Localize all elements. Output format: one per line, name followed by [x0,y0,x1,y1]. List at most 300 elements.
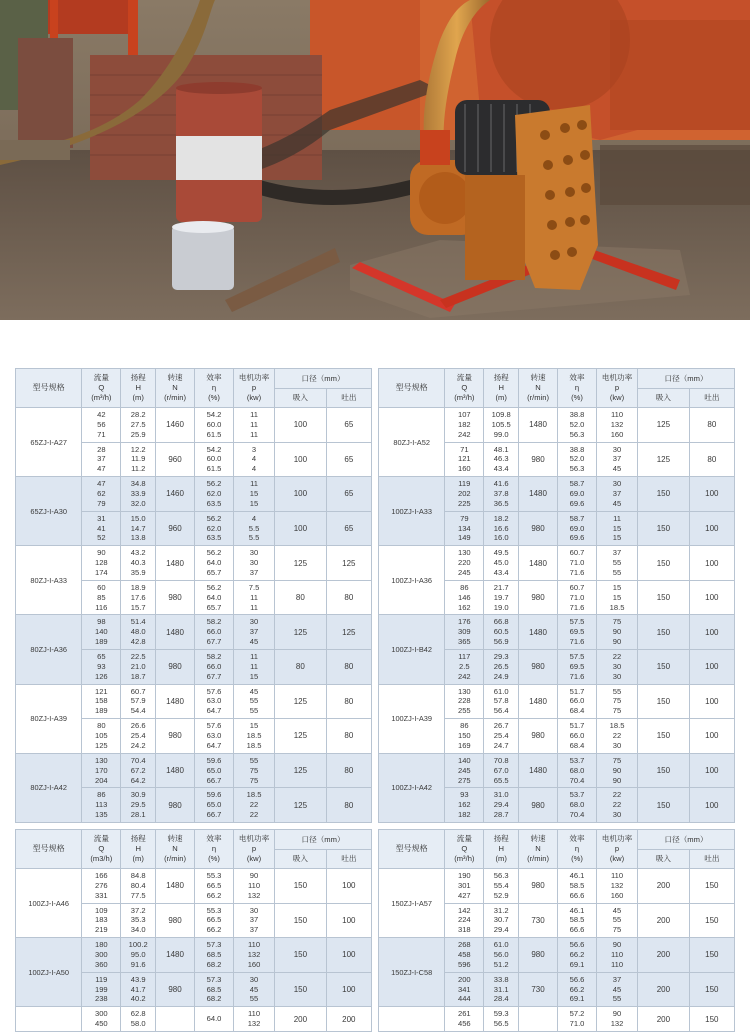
outlet-cell: 100 [689,615,734,650]
head-cell: 29.3 26.5 24.9 [484,650,519,685]
eff-cell: 58.7 69.0 69.6 [558,511,597,546]
inlet-cell: 125 [638,408,690,443]
speed-cell: 1480 [519,615,558,650]
col-inlet-header: 吸入 [275,389,327,408]
outlet-cell: 80 [326,719,371,754]
head-cell: 31.2 30.7 29.4 [484,903,519,938]
group-cropped [379,1007,735,1032]
eff-cell: 51.7 66.0 68.4 [558,719,597,754]
inlet-cell: 150 [638,477,690,512]
power-cell: 4 5.5 5.5 [234,511,275,546]
inlet-cell: 80 [275,580,327,615]
table-row [379,753,735,788]
eff-cell: 55.3 66.5 66.2 [195,869,234,904]
model-cell [379,1007,445,1032]
group-100ZJ-I-A46 [16,869,372,938]
spec-table-1 [15,368,372,823]
col-eff-header: 效率 η (%) [558,830,597,869]
outlet-cell: 80 [689,408,734,443]
speed-cell: 980 [156,903,195,938]
inlet-cell: 80 [275,650,327,685]
speed-cell: 980 [156,650,195,685]
speed-cell: 1480 [519,408,558,443]
speed-cell [519,1007,558,1032]
flow-cell: 261 456 [445,1007,484,1032]
eff-cell: 56.2 62.0 63.5 [195,511,234,546]
group-80ZJ-I-A36 [16,615,372,684]
head-cell: 26.6 25.4 24.2 [121,719,156,754]
head-cell: 34.8 33.9 32.0 [121,477,156,512]
spec-table-3 [15,829,372,1032]
head-cell: 12.2 11.9 11.2 [121,442,156,477]
eff-cell: 57.3 68.5 68.2 [195,938,234,973]
model-cell: 80ZJ-I-A52 [379,408,445,477]
inlet-cell: 125 [275,719,327,754]
model-cell: 100ZJ-I-A39 [379,684,445,753]
group-80ZJ-I-A33 [16,546,372,615]
head-cell: 56.3 55.4 52.9 [484,869,519,904]
head-cell: 31.0 29.4 28.7 [484,788,519,823]
eff-cell: 58.7 69.0 69.6 [558,477,597,512]
flow-cell: 119 202 225 [445,477,484,512]
head-cell: 49.5 45.0 43.4 [484,546,519,581]
outlet-cell: 100 [326,869,371,904]
model-cell: 100ZJ-I-A33 [379,477,445,546]
flow-cell: 190 301 427 [445,869,484,904]
model-cell: 100ZJ-I-A42 [379,753,445,822]
outlet-cell: 80 [326,580,371,615]
eff-cell: 56.2 64.0 65.7 [195,546,234,581]
eff-cell: 60.7 71.0 71.6 [558,546,597,581]
eff-cell: 54.2 60.0 61.5 [195,442,234,477]
power-cell: 30 30 37 [234,546,275,581]
power-cell: 15 18.5 18.5 [234,719,275,754]
head-cell: 41.6 37.8 36.5 [484,477,519,512]
spec-table-2 [378,368,735,823]
power-cell: 30 45 55 [234,972,275,1007]
table-row [16,546,372,581]
inlet-cell: 125 [275,684,327,719]
col-bore-header: 口径（mm） [638,830,735,850]
outlet-cell: 100 [689,650,734,685]
outlet-cell: 100 [689,580,734,615]
flow-cell: 86 146 162 [445,580,484,615]
inlet-cell: 200 [638,972,690,1007]
pump-photo [0,0,750,320]
flow-cell: 90 128 174 [82,546,121,581]
model-cell: 150ZJ-I-A57 [379,869,445,938]
head-cell: 109.8 105.5 99.0 [484,408,519,443]
speed-cell: 980 [156,972,195,1007]
head-cell: 48.1 46.3 43.4 [484,442,519,477]
eff-cell: 57.5 69.5 71.6 [558,615,597,650]
outlet-cell: 100 [326,938,371,973]
col-power-header: 电机功率 p (kw) [234,830,275,869]
outlet-cell: 80 [326,650,371,685]
outlet-cell: 65 [326,477,371,512]
inlet-cell: 150 [638,511,690,546]
speed-cell: 730 [519,972,558,1007]
power-cell: 3 4 4 [234,442,275,477]
table-row [16,684,372,719]
speed-cell [156,1007,195,1032]
table-row [379,684,735,719]
inlet-cell: 150 [638,753,690,788]
head-cell: 43.9 41.7 40.2 [121,972,156,1007]
outlet-cell: 100 [326,972,371,1007]
power-cell: 18.5 22 22 [234,788,275,823]
speed-cell: 980 [156,788,195,823]
speed-cell: 980 [519,719,558,754]
inlet-cell: 125 [275,615,327,650]
flow-cell: 109 183 219 [82,903,121,938]
eff-cell: 56.6 66.2 69.1 [558,938,597,973]
power-cell: 110 132 160 [234,938,275,973]
inlet-cell: 150 [275,903,327,938]
power-cell: 11 15 15 [597,511,638,546]
speed-cell: 1480 [156,753,195,788]
head-cell: 33.8 31.1 28.4 [484,972,519,1007]
col-outlet-header: 吐出 [689,389,734,408]
outlet-cell: 125 [326,546,371,581]
flow-cell: 79 134 149 [445,511,484,546]
speed-cell: 960 [156,511,195,546]
model-cell: 100ZJ-I-A36 [379,546,445,615]
inlet-cell: 125 [275,753,327,788]
flow-cell: 93 162 182 [445,788,484,823]
col-head-header: 扬程 H (m) [484,830,519,869]
inlet-cell: 150 [275,869,327,904]
speed-cell: 980 [156,580,195,615]
group-100ZJ-I-B42 [379,615,735,684]
inlet-cell: 150 [638,684,690,719]
outlet-cell: 100 [689,788,734,823]
speed-cell: 980 [519,869,558,904]
head-cell: 62.8 58.0 [121,1007,156,1032]
flow-cell: 86 150 169 [445,719,484,754]
speed-cell: 1480 [156,546,195,581]
inlet-cell: 100 [275,511,327,546]
flow-cell: 119 199 238 [82,972,121,1007]
outlet-cell: 150 [689,903,734,938]
col-power-header: 电机功率 p (kw) [597,830,638,869]
power-cell: 30 37 45 [597,442,638,477]
col-head-header: 扬程 H (m) [121,830,156,869]
power-cell: 18.5 22 30 [597,719,638,754]
power-cell: 90 110 132 [234,869,275,904]
model-cell: 150ZJ-I-C58 [379,938,445,1007]
outlet-cell: 100 [689,753,734,788]
power-cell: 11 15 15 [234,477,275,512]
table-row [16,1007,372,1032]
outlet-cell: 150 [689,1007,734,1032]
outlet-cell: 100 [689,546,734,581]
col-outlet-header: 吐出 [326,389,371,408]
eff-cell: 58.2 66.0 67.7 [195,615,234,650]
flow-cell: 107 182 242 [445,408,484,443]
head-cell: 66.8 60.5 56.9 [484,615,519,650]
eff-cell: 59.6 65.0 66.7 [195,788,234,823]
col-bore-header: 口径（mm） [275,830,372,850]
flow-cell: 31 41 52 [82,511,121,546]
speed-cell: 1480 [519,546,558,581]
power-cell: 75 90 90 [597,615,638,650]
flow-cell: 300 450 [82,1007,121,1032]
flow-cell: 166 276 331 [82,869,121,904]
eff-cell: 56.2 64.0 65.7 [195,580,234,615]
head-cell: 59.3 56.5 [484,1007,519,1032]
outlet-cell: 100 [326,903,371,938]
flow-cell: 47 62 79 [82,477,121,512]
flow-cell: 130 170 204 [82,753,121,788]
head-cell: 22.5 21.0 18.7 [121,650,156,685]
model-cell: 65ZJ-I-A30 [16,477,82,546]
head-cell: 61.0 56.0 51.2 [484,938,519,973]
col-flow-header: 流量 Q (m³/h) [445,830,484,869]
power-cell: 55 75 75 [234,753,275,788]
eff-cell: 58.2 66.0 67.7 [195,650,234,685]
speed-cell: 1480 [519,753,558,788]
eff-cell: 51.7 66.0 68.4 [558,684,597,719]
head-cell: 21.7 19.7 19.0 [484,580,519,615]
head-cell: 61.0 57.8 56.4 [484,684,519,719]
speed-cell: 1480 [156,684,195,719]
flow-cell: 200 341 444 [445,972,484,1007]
table-row [16,938,372,973]
col-eff-header: 效率 η (%) [195,369,234,408]
flow-cell: 140 245 275 [445,753,484,788]
inlet-cell: 200 [638,869,690,904]
power-cell: 37 55 55 [597,546,638,581]
eff-cell: 46.1 58.5 66.6 [558,869,597,904]
speed-cell: 980 [156,719,195,754]
group-100ZJ-I-A36 [379,546,735,615]
group-100ZJ-I-A39 [379,684,735,753]
power-cell: 30 37 37 [234,903,275,938]
inlet-cell: 100 [275,442,327,477]
flow-cell: 268 458 596 [445,938,484,973]
group-cropped [16,1007,372,1032]
inlet-cell: 200 [275,1007,327,1032]
power-cell: 110 132 [234,1007,275,1032]
eff-cell: 57.3 68.5 68.2 [195,972,234,1007]
group-80ZJ-I-A39 [16,684,372,753]
speed-cell: 980 [519,650,558,685]
eff-cell: 55.3 66.5 66.2 [195,903,234,938]
outlet-cell: 150 [689,972,734,1007]
power-cell: 37 45 55 [597,972,638,1007]
speed-cell: 980 [519,580,558,615]
power-cell: 22 30 30 [597,650,638,685]
outlet-cell: 150 [689,869,734,904]
power-cell: 11 11 15 [234,650,275,685]
flow-cell: 42 56 71 [82,408,121,443]
eff-cell: 59.6 65.0 66.7 [195,753,234,788]
head-cell: 43.2 40.3 35.9 [121,546,156,581]
outlet-cell: 100 [689,477,734,512]
speed-cell: 1480 [156,869,195,904]
eff-cell: 38.8 52.0 56.3 [558,408,597,443]
inlet-cell: 150 [638,580,690,615]
eff-cell: 57.5 69.5 71.6 [558,650,597,685]
inlet-cell: 100 [275,477,327,512]
inlet-cell: 125 [275,788,327,823]
model-cell: 80ZJ-I-A33 [16,546,82,615]
flow-cell: 180 300 360 [82,938,121,973]
col-eff-header: 效率 η (%) [558,369,597,408]
col-head-header: 扬程 H (m) [484,369,519,408]
col-model-header: 型号规格 [16,369,82,408]
head-cell: 60.7 57.9 54.4 [121,684,156,719]
outlet-cell: 80 [326,684,371,719]
outlet-cell: 100 [689,511,734,546]
head-cell: 15.0 14.7 13.8 [121,511,156,546]
table-row [379,615,735,650]
eff-cell: 56.6 66.2 69.1 [558,972,597,1007]
outlet-cell: 150 [689,938,734,973]
col-model-header: 型号规格 [379,369,445,408]
flow-cell: 176 309 365 [445,615,484,650]
col-model-header: 型号规格 [379,830,445,869]
col-model-header: 型号规格 [16,830,82,869]
table-row [379,477,735,512]
flow-cell: 28 37 47 [82,442,121,477]
eff-cell: 53.7 68.0 70.4 [558,753,597,788]
power-cell: 45 55 75 [597,903,638,938]
outlet-cell: 200 [326,1007,371,1032]
group-80ZJ-I-A52 [379,408,735,477]
power-cell: 15 15 18.5 [597,580,638,615]
power-cell: 30 37 45 [597,477,638,512]
speed-cell: 1460 [156,408,195,443]
flow-cell: 80 105 125 [82,719,121,754]
head-cell: 18.2 16.6 16.0 [484,511,519,546]
col-outlet-header: 吐出 [689,850,734,869]
col-outlet-header: 吐出 [326,850,371,869]
flow-cell: 130 228 255 [445,684,484,719]
model-cell: 80ZJ-I-A42 [16,753,82,822]
group-100ZJ-I-A50 [16,938,372,1007]
eff-cell: 56.2 62.0 63.5 [195,477,234,512]
outlet-cell: 80 [326,788,371,823]
power-cell: 22 22 30 [597,788,638,823]
col-inlet-header: 吸入 [638,389,690,408]
table-row [16,408,372,443]
power-cell: 110 132 160 [597,408,638,443]
inlet-cell: 125 [638,442,690,477]
flow-cell: 142 224 318 [445,903,484,938]
table-row [379,546,735,581]
head-cell: 30.9 29.5 28.1 [121,788,156,823]
col-eff-header: 效率 η (%) [195,830,234,869]
eff-cell: 64.0 [195,1007,234,1032]
head-cell: 28.2 27.5 25.9 [121,408,156,443]
power-cell: 110 132 160 [597,869,638,904]
table-row [16,869,372,904]
power-cell: 11 11 11 [234,408,275,443]
head-cell: 51.4 48.0 42.8 [121,615,156,650]
eff-cell: 57.2 71.0 [558,1007,597,1032]
col-bore-header: 口径（mm） [638,369,735,389]
outlet-cell: 80 [689,442,734,477]
eff-cell: 46.1 58.5 66.6 [558,903,597,938]
inlet-cell: 125 [275,546,327,581]
group-150ZJ-I-A57 [379,869,735,938]
inlet-cell: 100 [275,408,327,443]
table-row [379,938,735,973]
speed-cell: 1480 [519,684,558,719]
power-cell: 75 90 90 [597,753,638,788]
head-cell: 37.2 35.3 34.0 [121,903,156,938]
model-cell [16,1007,82,1032]
col-power-header: 电机功率 p (kw) [597,369,638,408]
speed-cell: 980 [519,938,558,973]
table-row [379,408,735,443]
eff-cell: 53.7 68.0 70.4 [558,788,597,823]
speed-cell: 1460 [156,477,195,512]
outlet-cell: 80 [326,753,371,788]
power-cell: 90 132 [597,1007,638,1032]
table-row [379,869,735,904]
speed-cell: 1480 [156,615,195,650]
outlet-cell: 65 [326,408,371,443]
model-cell: 100ZJ-I-A50 [16,938,82,1007]
col-flow-header: 流量 Q (m³/h) [82,369,121,408]
speed-cell: 730 [519,903,558,938]
col-head-header: 扬程 H (m) [121,369,156,408]
power-cell: 7.5 11 11 [234,580,275,615]
model-cell: 80ZJ-I-A36 [16,615,82,684]
eff-cell: 54.2 60.0 61.5 [195,408,234,443]
inlet-cell: 150 [275,938,327,973]
table-row [16,477,372,512]
model-cell: 80ZJ-I-A39 [16,684,82,753]
speed-cell: 960 [156,442,195,477]
eff-cell: 38.8 52.0 56.3 [558,442,597,477]
col-inlet-header: 吸入 [638,850,690,869]
power-cell: 90 110 110 [597,938,638,973]
group-65ZJ-I-A30 [16,477,372,546]
outlet-cell: 100 [689,719,734,754]
outlet-cell: 125 [326,615,371,650]
flow-cell: 86 113 135 [82,788,121,823]
power-cell: 30 37 45 [234,615,275,650]
head-cell: 70.4 67.2 64.2 [121,753,156,788]
model-cell: 100ZJ-I-B42 [379,615,445,684]
eff-cell: 57.6 63.0 64.7 [195,719,234,754]
table-row [16,753,372,788]
flow-cell: 60 85 116 [82,580,121,615]
head-cell: 84.8 80.4 77.5 [121,869,156,904]
head-cell: 26.7 25.4 24.7 [484,719,519,754]
inlet-cell: 200 [638,938,690,973]
flow-cell: 117 2.5 242 [445,650,484,685]
power-cell: 45 55 55 [234,684,275,719]
inlet-cell: 150 [638,788,690,823]
eff-cell: 60.7 71.0 71.6 [558,580,597,615]
col-flow-header: 流量 Q (m³/h) [445,369,484,408]
group-65ZJ-I-A27 [16,408,372,477]
outlet-cell: 65 [326,511,371,546]
model-cell: 65ZJ-I-A27 [16,408,82,477]
speed-cell: 1480 [519,477,558,512]
col-power-header: 电机功率 p (kw) [234,369,275,408]
inlet-cell: 150 [275,972,327,1007]
group-150ZJ-I-C58 [379,938,735,1007]
eff-cell: 57.6 63.0 64.7 [195,684,234,719]
table-row [379,1007,735,1032]
flow-cell: 98 140 189 [82,615,121,650]
